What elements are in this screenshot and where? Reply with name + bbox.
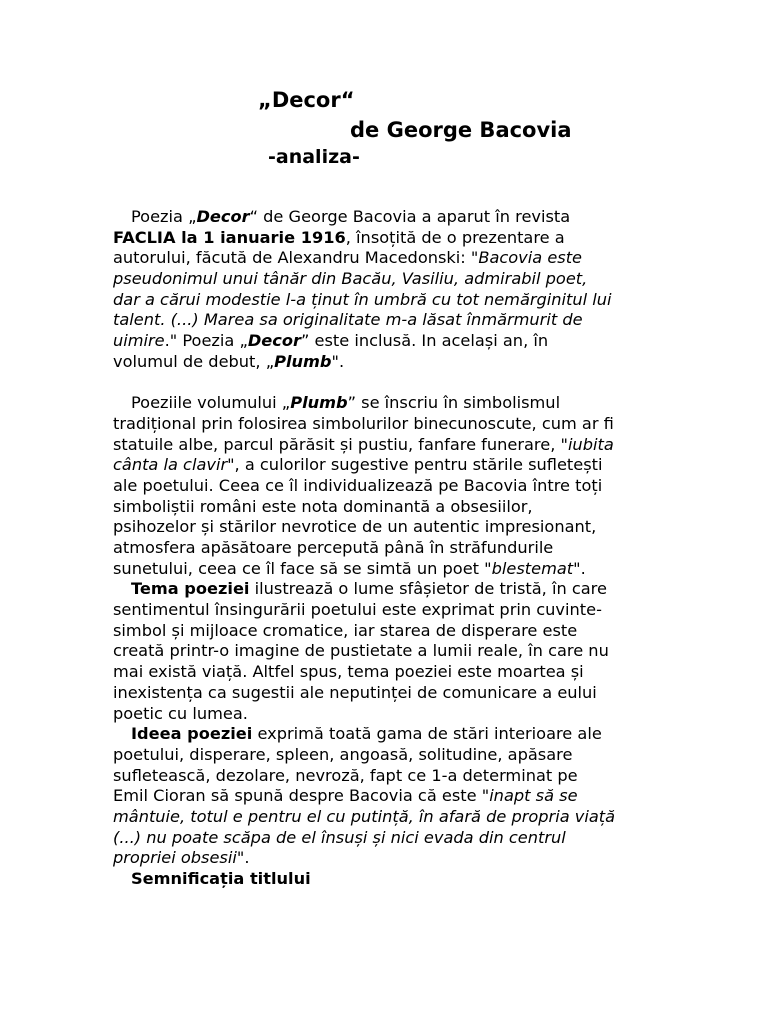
- text-line: inexistența ca sugestii ale neputinței de comunicare a eului: [113, 682, 597, 702]
- text-line: poetului, disperare, spleen, angoasă, solitudine, apăsare: [113, 744, 573, 764]
- text-line: psihozelor și stărilor nevrotice de un autentic impresionant,: [113, 517, 597, 537]
- text-line: pseudonimul unui tânăr din Bacău, Vasiliu, admirabil poet,: [113, 269, 588, 289]
- poem-title: [258, 88, 355, 112]
- text-line: dar a cărui modestie l-a ținut în umbră cu tot nemărginitul lui: [113, 289, 612, 309]
- text-line: tradițional prin folosirea simbolurilor binecunoscute, cum ar fi: [113, 413, 614, 433]
- subtitle: -analiza-: [268, 146, 360, 168]
- title-word: Decor: [271, 88, 341, 112]
- document-body: [113, 207, 633, 890]
- text-line: poetic cu lumea.: [113, 703, 248, 723]
- author-line: de George Bacovia: [350, 118, 572, 142]
- paragraph-gap: [113, 373, 633, 394]
- text-line: volumul de debut, „Plumb".: [113, 351, 345, 371]
- text-line: Ideea poeziei exprimă toată gama de stări interioare ale: [131, 724, 602, 744]
- text-line: Emil Cioran să spună despre Bacovia că este "inapt să se: [113, 786, 578, 806]
- section-heading: Semnificația titlului: [131, 869, 311, 888]
- text-line: (...) nu poate scăpa de el însuși și nici evada din centrul: [113, 827, 566, 847]
- text-line: uimire." Poezia „Decor” este inclusă. In același an, în: [113, 331, 549, 351]
- text-line: mai există viață. Altfel spus, tema poeziei este moartea și: [113, 662, 584, 682]
- title-quote-close: “: [340, 88, 355, 112]
- text-line: cânta la clavir", a culorilor sugestive pentru stările sufletești: [113, 455, 603, 475]
- text-line: sufletească, dezolare, nevroză, fapt ce 1-a determinat pe: [113, 765, 578, 785]
- text-line: atmosfera apăsătoare percepută până în străfundurile: [113, 538, 554, 557]
- text-line: autorului, făcută de Alexandru Macedonski: "Bacovia este: [113, 248, 583, 268]
- text-line: ale poetului. Ceea ce îl individualizează pe Bacovia între toți: [113, 475, 603, 495]
- text-line: Poeziile volumului „Plumb” se înscriu în simbolismul: [131, 393, 561, 413]
- text-line: Tema poeziei ilustrează o lume sfâșietor de tristă, în care: [131, 579, 607, 599]
- text-line: sunetului, ceea ce îl face să se simtă un poet "blestemat".: [113, 558, 586, 578]
- text-line: propriei obsesii".: [113, 848, 250, 868]
- text-line: Poezia „Decor“ de George Bacovia a aparut în revista: [131, 207, 571, 226]
- text-line: mântuie, totul e pentru el cu putință, în afară de propria viață: [113, 806, 616, 826]
- text-line: statuile albe, parcul părăsit și pustiu, fanfare funerare, "iubita: [113, 434, 614, 454]
- text-line: simboliștii români este nota dominantă a obsesiilor,: [113, 496, 533, 516]
- text-line: FACLIA la 1 ianuarie 1916, însoțită de o prezentare a: [113, 227, 565, 247]
- text-line: talent. (...) Marea sa originalitate m-a lăsat înmărmurit de: [113, 310, 583, 330]
- title-quote-open: „: [258, 88, 272, 112]
- text-line: sentimentul însingurării poetului este exprimat prin cuvinte-: [113, 600, 602, 620]
- text-line: creată printr-o imagine de pustietate a lumii reale, în care nu: [113, 641, 609, 661]
- text-line: simbol și mijloace cromatice, iar starea de disperare este: [113, 620, 578, 640]
